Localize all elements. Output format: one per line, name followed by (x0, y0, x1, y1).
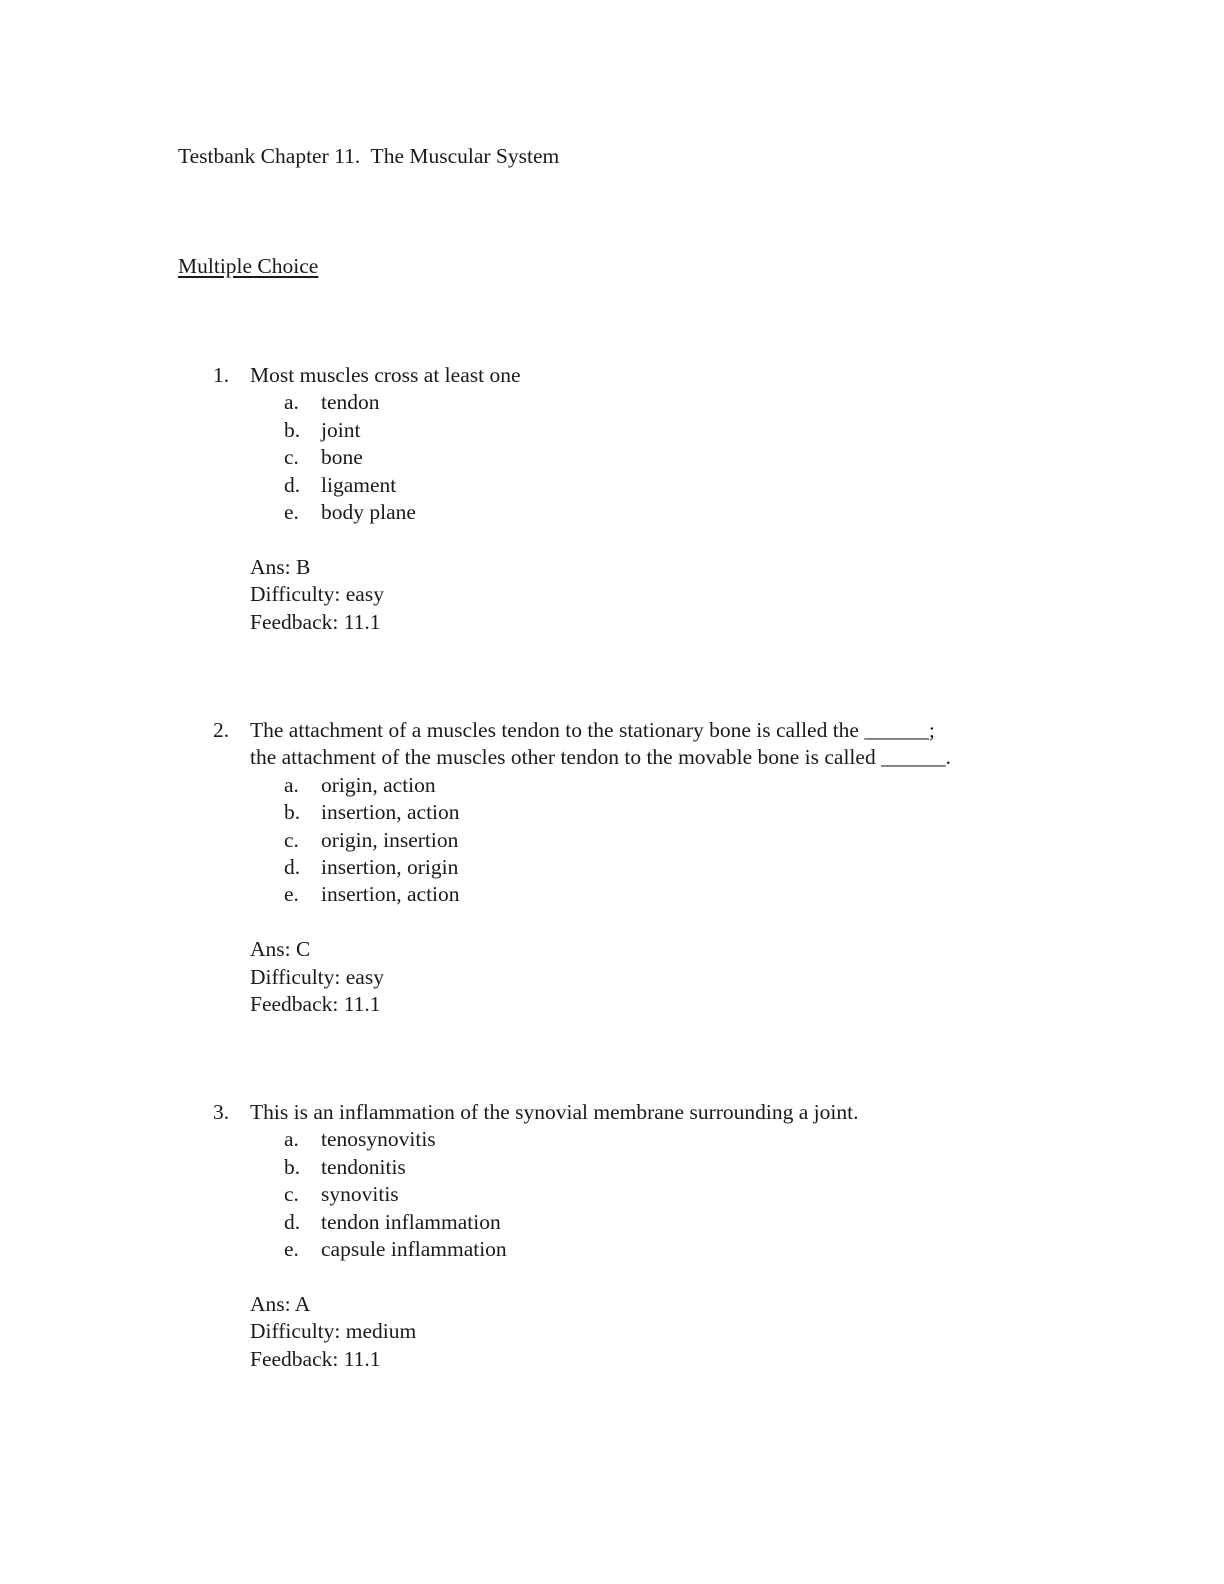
answer-option (178, 772, 1078, 799)
question-3 (178, 1099, 1078, 1373)
option-text: joint (321, 417, 361, 442)
answer-option (178, 827, 1078, 854)
option-letter: b. (284, 417, 301, 442)
feedback-label: Feedback: 11.1 (250, 1346, 381, 1371)
question-meta (178, 554, 1078, 636)
option-text: body plane (321, 500, 416, 525)
option-text: bone (321, 445, 363, 470)
option-letter: b. (284, 800, 301, 825)
question-stem-line: Most muscles cross at least one (250, 363, 521, 387)
option-text: tenosynovitis (321, 1127, 436, 1152)
option-letter: e. (284, 1237, 299, 1262)
option-letter: d. (284, 472, 301, 497)
feedback-label: Feedback: 11.1 (250, 609, 381, 634)
difficulty-label: Difficulty: easy (250, 964, 384, 989)
option-text: insertion, action (321, 800, 460, 825)
option-text: ligament (321, 472, 397, 497)
difficulty-label: Difficulty: easy (250, 582, 384, 607)
option-letter: e. (284, 500, 299, 525)
question-stem (178, 362, 1078, 389)
answer-options (178, 389, 1078, 526)
option-text: tendonitis (321, 1154, 406, 1179)
option-letter: b. (284, 1154, 301, 1179)
option-letter: c. (284, 827, 299, 852)
question-number: 1. (213, 363, 230, 387)
answer-option (178, 881, 1078, 908)
option-text: tendon (321, 390, 380, 415)
question-meta (178, 936, 1078, 1018)
difficulty-label: Difficulty: medium (250, 1319, 417, 1344)
option-letter: c. (284, 445, 299, 470)
question-number: 2. (213, 718, 230, 742)
answer-option (178, 1126, 1078, 1153)
option-text: origin, action (321, 772, 436, 797)
question-stem (178, 1099, 1078, 1126)
option-letter: a. (284, 1127, 299, 1152)
option-text: tendon inflammation (321, 1209, 501, 1234)
answer-option (178, 799, 1078, 826)
answer-options (178, 772, 1078, 909)
option-letter: a. (284, 772, 299, 797)
answer-option (178, 389, 1078, 416)
question-meta (178, 1291, 1078, 1373)
answer-option (178, 472, 1078, 499)
document-title: Testbank Chapter 11. The Muscular System (178, 144, 560, 168)
option-letter: d. (284, 1209, 301, 1234)
option-letter: c. (284, 1182, 299, 1207)
answer-option (178, 444, 1078, 471)
answer-option (178, 1236, 1078, 1263)
section-heading: Multiple Choice (178, 254, 319, 278)
answer-option (178, 1181, 1078, 1208)
answer-key: Ans: A (250, 1291, 311, 1316)
option-text: origin, insertion (321, 827, 459, 852)
question-number: 3. (213, 1100, 230, 1124)
question-1 (178, 362, 1078, 636)
question-2 (178, 717, 1078, 1018)
answer-key: Ans: B (250, 554, 311, 579)
answer-option (178, 1209, 1078, 1236)
answer-option (178, 417, 1078, 444)
question-stem (178, 717, 1078, 772)
option-letter: a. (284, 390, 299, 415)
option-letter: d. (284, 855, 301, 880)
answer-key: Ans: C (250, 937, 311, 962)
option-text: capsule inflammation (321, 1237, 507, 1262)
answer-option (178, 499, 1078, 526)
feedback-label: Feedback: 11.1 (250, 992, 381, 1017)
question-stem-line: This is an inflammation of the synovial membrane surrounding a joint. (250, 1100, 859, 1124)
answer-option (178, 854, 1078, 881)
option-text: insertion, origin (321, 855, 459, 880)
option-letter: e. (284, 882, 299, 907)
answer-options (178, 1126, 1078, 1263)
question-stem-line: The attachment of a muscles tendon to the stationary bone is called the ______; (250, 718, 935, 742)
option-text: synovitis (321, 1182, 399, 1207)
answer-option (178, 1154, 1078, 1181)
option-text: insertion, action (321, 882, 460, 907)
question-stem-line: the attachment of the muscles other tendon to the movable bone is called ______. (250, 745, 951, 770)
